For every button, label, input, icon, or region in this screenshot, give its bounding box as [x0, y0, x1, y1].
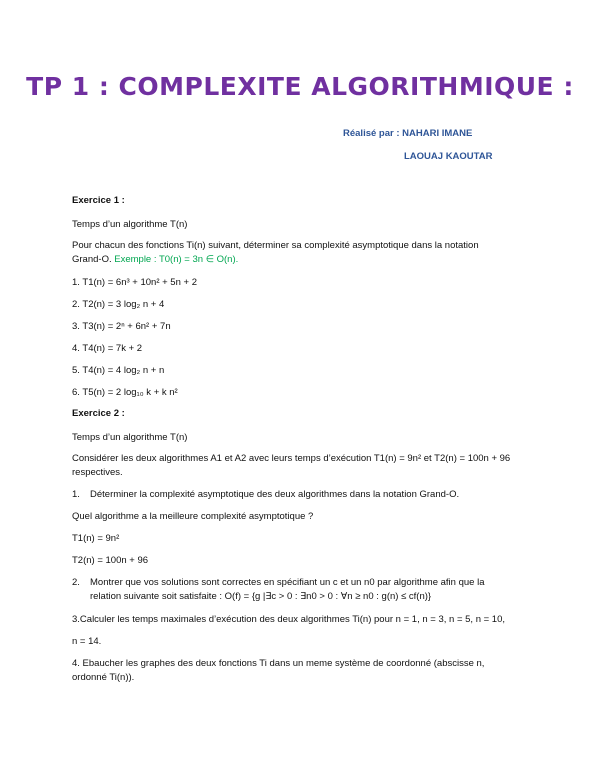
page-title: TP 1 : COMPLEXITE ALGORITHMIQUE :	[26, 72, 574, 101]
question-2	[72, 576, 484, 589]
exercise-1-item-5: 5. T4(n) = 4 log₂ n + n	[72, 365, 165, 376]
question-2-text: Montrer que vos solutions sont correctes en spécifiant un c et un n0 par algorithme afin que la	[90, 577, 485, 588]
exercise-1-item-1: 1. T1(n) = 6n³ + 10n² + 5n + 2	[72, 277, 197, 288]
exercise-1-item-3: 3. T3(n) = 2ⁿ + 6n² + 7n	[72, 321, 171, 332]
t1-formula: T1(n) = 9n²	[72, 533, 120, 544]
exercise-2-intro: Considérer les deux algorithmes A1 et A2 avec leurs temps d’exécution T1(n) = 9n² et T2(n) = 100n + 96	[72, 453, 511, 464]
author-line-2: LAOUAJ KAOUTAR	[404, 151, 493, 162]
example-text: Exemple : T0(n) = 3n ∈ O(n).	[114, 254, 239, 265]
exercise-2-intro-cont: respectives.	[72, 467, 123, 478]
question-4: 4. Ebaucher les graphes des deux fonctions Ti dans un meme système de coordonné (abscisse n,	[72, 658, 485, 669]
exercise-1-heading: Exercice 1 :	[72, 195, 125, 206]
exercise-2-subtitle: Temps d’un algorithme T(n)	[72, 432, 188, 443]
exercise-2-heading: Exercice 2 :	[72, 408, 125, 419]
question-4-b: ordonné Ti(n)).	[72, 672, 135, 683]
question-1	[72, 488, 459, 501]
question-1-number: 1.	[72, 489, 80, 500]
exercise-1-item-6: 6. T5(n) = 2 log₁₀ k + k n²	[72, 387, 178, 398]
exercise-1-item-4: 4. T4(n) = 7k + 2	[72, 343, 143, 354]
t2-formula: T2(n) = 100n + 96	[72, 555, 149, 566]
question-2-number: 2.	[72, 577, 80, 588]
exercise-1-subtitle: Temps d’un algorithme T(n)	[72, 219, 188, 230]
intro-grand-o: Grand-O.	[72, 254, 112, 265]
question-2-b: relation suivante soit satisfaite : O(f) = {g |∃c > 0 : ∃n0 > 0 : ∀n ≥ n0 : g(n) ≤ cf(n)}	[90, 591, 432, 602]
question-1-b: Quel algorithme a la meilleure complexité asymptotique ?	[72, 511, 314, 522]
question-3: 3.Calculer les temps maximales d’exécution des deux algorithmes Ti(n) pour n = 1, n = 3, n = 5, n = 10,	[72, 614, 506, 625]
exercise-1-intro-cont	[72, 253, 238, 266]
exercise-1-intro: Pour chacun des fonctions Ti(n) suivant, déterminer sa complexité asymptotique dans la notation	[72, 240, 479, 251]
question-1-text: Déterminer la complexité asymptotique des deux algorithmes dans la notation Grand-O.	[90, 489, 460, 500]
author-line-1: Réalisé par : NAHARI IMANE	[343, 128, 473, 139]
question-3-b: n = 14.	[72, 636, 102, 647]
exercise-1-item-2: 2. T2(n) = 3 log₂ n + 4	[72, 299, 165, 310]
